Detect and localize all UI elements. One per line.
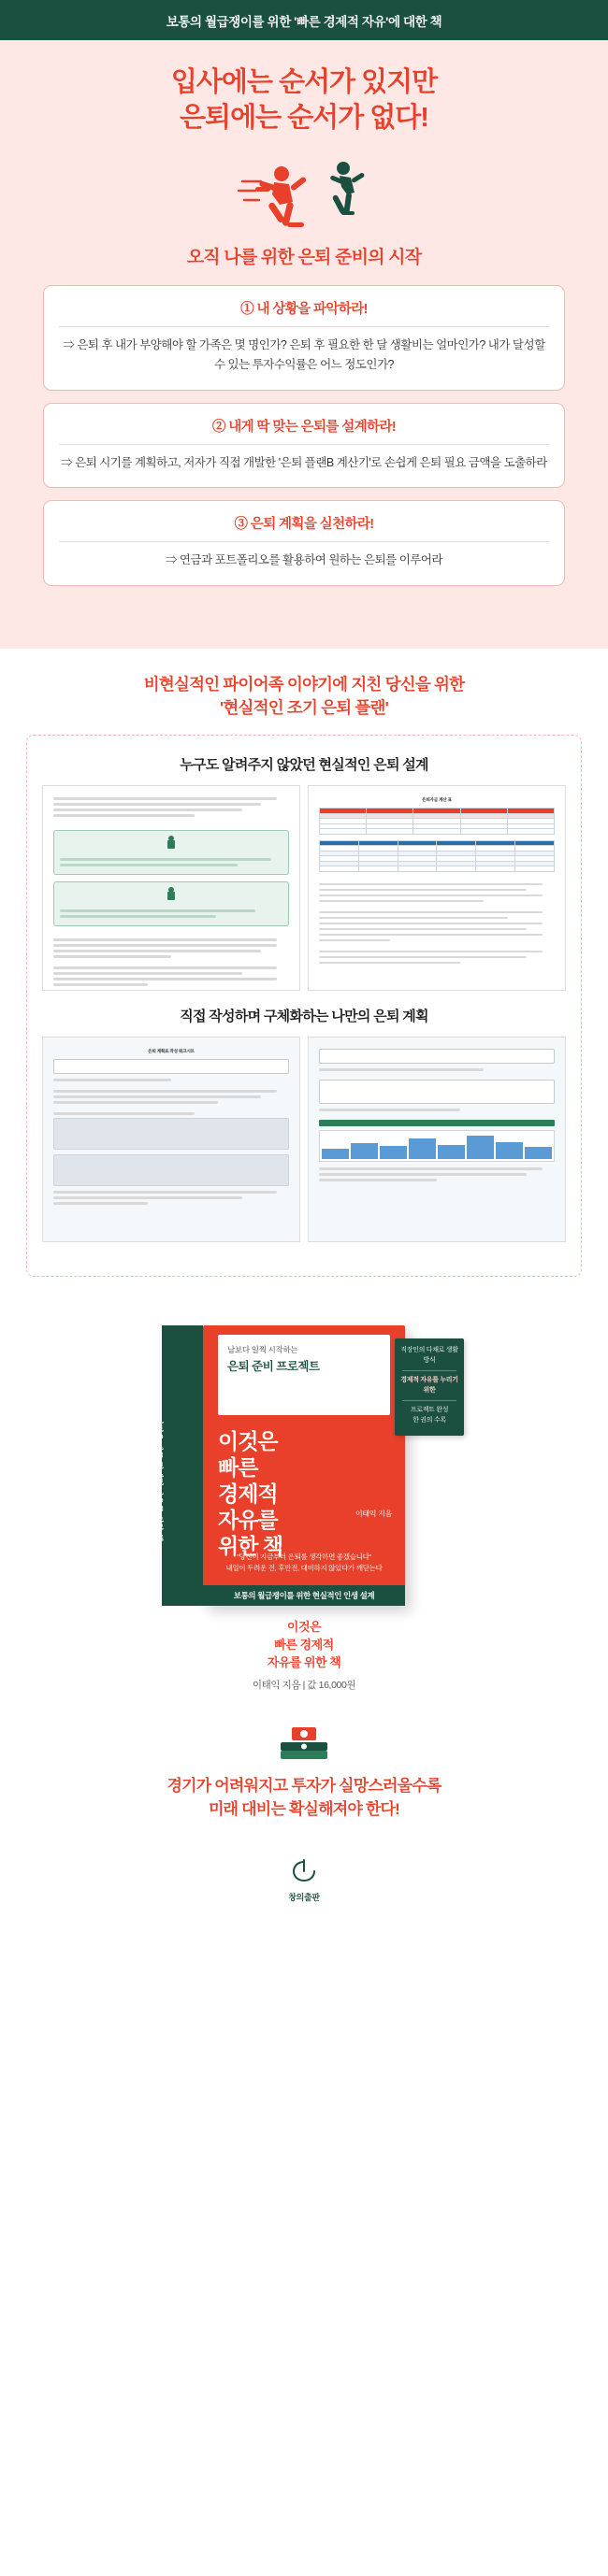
page-title-line-2: 은퇴에는 순서가 없다! — [180, 103, 428, 134]
publisher-name: 창의출판 — [288, 1892, 320, 1902]
book-spine — [162, 1325, 203, 1606]
screenshot-thumb — [53, 1118, 289, 1150]
obi-line-4: 한 권의 수록 — [413, 1416, 446, 1424]
step-card — [43, 403, 565, 489]
screenshot-thumb — [53, 1154, 289, 1186]
step-card — [43, 500, 565, 586]
step-card-body: ⇒ 은퇴 후 내가 부양해야 할 가족은 몇 명인가? 은퇴 후 필요한 한 달 생활비는 얼마인가? 내가 달성할 수 있는 투자수익률은 어느 정도인가? — [63, 337, 545, 372]
page-preview-right: 은퇴자금 계산 표 — [308, 785, 566, 991]
book-cover — [152, 1325, 405, 1606]
cover-quote-line-1: "당신이 지금부터 은퇴를 생각하면 좋겠습니다" — [237, 1553, 371, 1562]
worksheet-preview-left: 은퇴 계획표 작성 워크시트 — [42, 1037, 300, 1242]
cta-line-1: 경기가 어려워지고 투자가 실망스러울수록 — [166, 1776, 442, 1795]
cover-footer-band: 보통의 월급쟁이를 위한 현실적인 인생 설계 — [203, 1585, 405, 1606]
book-image — [150, 1325, 458, 1606]
top-banner: 보통의 월급쟁이를 위한 '빠른 경제적 자유'에 대한 책 — [0, 0, 608, 40]
data-table — [319, 840, 555, 872]
book-info-title-line-2: 빠른 경제적 — [274, 1638, 334, 1653]
preview-heading-line-2: '현실적인 조기 은퇴 플랜' — [220, 697, 388, 717]
step-card — [43, 285, 565, 391]
obi-line-2: 경제적 자유를 누리기 위한 — [400, 1377, 458, 1394]
preview-section — [0, 649, 608, 1306]
preview-heading-line-1: 비현실적인 파이어족 이야기에 지친 당신을 위한 — [143, 674, 465, 694]
divider — [402, 1400, 456, 1401]
section-divider — [0, 641, 608, 649]
cover-project-title: 은퇴 준비 프로젝트 — [227, 1359, 320, 1373]
book-spread-1 — [42, 785, 566, 991]
divider — [59, 326, 549, 327]
data-table — [319, 808, 555, 835]
step-card-list — [43, 285, 565, 586]
step-card-title: ② 내게 딱 맞는 은퇴를 설계하라! — [211, 419, 397, 435]
book-spine-text: 이것은 빠른 경제적 자유를 위한 책 — [152, 1416, 163, 1542]
step-card-body: ⇒ 은퇴 시기를 계획하고, 저자가 직접 개발한 '은퇴 플랜B 계산기'로 손쉽게 은퇴 필요 금액을 도출하라 — [61, 455, 547, 469]
highlight-box — [53, 881, 289, 926]
book-info-title-line-1: 이것은 — [286, 1620, 322, 1635]
obi-line-3: 프로젝트 완성 — [410, 1407, 449, 1414]
cover-quote-line-2: 내일이 두려운 전, 후반전, 대비하지 않았다가 깨닫는다 — [225, 1564, 383, 1573]
page-title — [19, 64, 589, 136]
preview-caption-1: 누구도 알려주지 않았던 현실적인 은퇴 설계 — [180, 757, 428, 774]
preview-caption-2: 직접 작성하며 구체화하는 나만의 은퇴 계획 — [180, 1009, 428, 1025]
cta-headline — [19, 1774, 589, 1822]
bar-chart-thumb — [319, 1130, 555, 1162]
cover-title-line-1: 이것은 — [218, 1429, 278, 1454]
publisher-section — [0, 1846, 608, 1924]
publisher-logo-icon — [0, 1859, 608, 1888]
cover-top-panel — [218, 1335, 390, 1415]
divider — [59, 541, 549, 542]
book-info-title — [0, 1619, 608, 1672]
cta-line-2: 미래 대비는 확실해져야 한다! — [208, 1800, 400, 1819]
step-card-title: ① 내 상황을 파악하라! — [240, 301, 368, 317]
cover-subtitle: 남보다 일찍 시작하는 — [227, 1345, 298, 1355]
cover-quote — [214, 1552, 394, 1574]
step-card-title: ③ 은퇴 계획을 실천하라! — [234, 517, 374, 533]
step-card-body: ⇒ 연금과 포트폴리오를 활용하여 원하는 은퇴를 이루어라 — [165, 553, 443, 567]
spacer — [19, 598, 589, 617]
book-section — [0, 1305, 608, 1716]
highlight-box — [53, 830, 289, 875]
cover-author: 이태익 지음 — [355, 1510, 392, 1519]
book-obi-band — [395, 1338, 464, 1436]
cover-title-line-3: 경제적 — [218, 1481, 278, 1507]
two-runners-illustration — [201, 153, 407, 234]
preview-heading — [19, 673, 589, 721]
page-title-line-1: 입사에는 순서가 있지만 — [170, 67, 438, 97]
cta-section — [0, 1716, 608, 1846]
hero-section — [0, 40, 608, 641]
divider — [59, 444, 549, 445]
book-info — [0, 1619, 608, 1692]
obi-line-1: 직장인의 다채로 생활 방식 — [400, 1347, 458, 1364]
cover-title-line-4: 자유를 — [218, 1508, 278, 1533]
book-info-title-line-3: 자유를 위한 책 — [267, 1654, 341, 1669]
cover-main-title — [218, 1428, 282, 1559]
divider — [402, 1370, 456, 1371]
hero-subtitle: 오직 나를 위한 은퇴 준비의 시작 — [186, 247, 422, 267]
cover-title-line-5: 위한 책 — [218, 1534, 283, 1559]
book-info-meta: 이태익 지음 | 값 16,000원 — [252, 1679, 356, 1691]
page-preview-left — [42, 785, 300, 991]
book-spread-2 — [42, 1037, 566, 1242]
worksheet-preview-right — [308, 1037, 566, 1242]
cover-title-line-2: 빠른 — [218, 1455, 258, 1481]
money-stack-icon — [277, 1724, 331, 1763]
preview-frame — [26, 735, 582, 1277]
